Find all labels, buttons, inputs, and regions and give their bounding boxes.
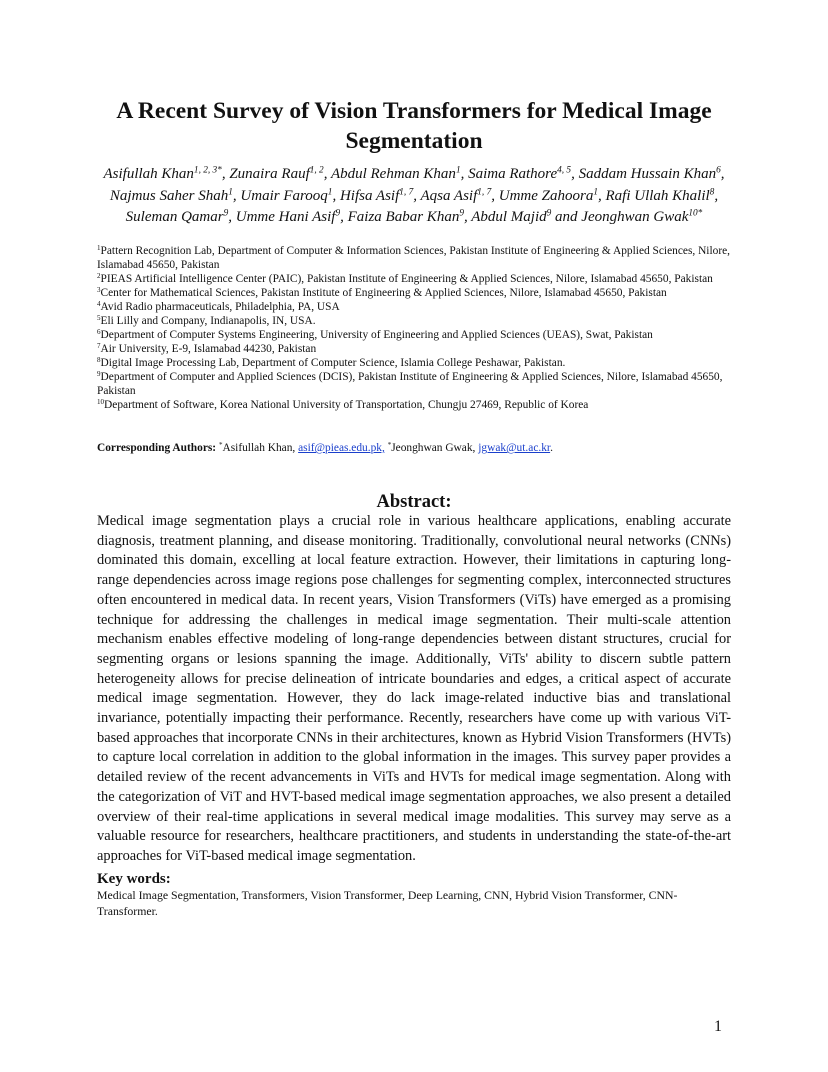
author-separator: , — [597, 187, 606, 204]
author-name: Abdul Majid — [471, 209, 547, 225]
author-separator: , — [413, 187, 421, 204]
affiliation-item — [97, 356, 737, 370]
author-name: Asifullah Khan — [103, 166, 194, 182]
affiliation-list — [97, 244, 737, 412]
author-affiliation-mark: 9 — [459, 208, 464, 219]
author-affiliation-mark: 6 — [716, 165, 721, 176]
author-separator: and — [551, 209, 582, 225]
author-separator: , — [323, 166, 331, 182]
keywords-heading: Key words: — [97, 871, 171, 887]
author-separator: , — [332, 187, 340, 204]
author — [331, 166, 468, 182]
author-separator: , — [491, 187, 499, 204]
affiliation-number: 2 — [97, 271, 101, 280]
keywords-text: Medical Image Segmentation, Transformers, Vision Transformer, Deep Learning, CNN, Hybrid Vision Transformer, CNN-Transformer. — [97, 888, 678, 918]
author — [348, 209, 472, 225]
author — [420, 188, 498, 204]
author-affiliation-mark: 1 — [455, 165, 461, 176]
affiliation-text: Air University, E-9, Islamabad 44230, Pakistan — [100, 343, 317, 355]
affiliation-item — [97, 314, 737, 328]
affiliation-text: Center for Mathematical Sciences, Pakistan Institute of Engineering & Applied Sciences, Nilore, Islamabad 45650, Pakistan — [100, 287, 667, 299]
author-name: Saima Rathore — [468, 166, 558, 182]
affiliation-item — [97, 342, 737, 356]
star-mark: * — [387, 440, 392, 449]
author-affiliation-mark: 1, 7 — [399, 186, 414, 197]
author-name: Umme Zahoora — [498, 187, 594, 204]
affiliation-number: 9 — [97, 369, 101, 378]
author-separator: , — [720, 166, 725, 182]
author-separator: , — [221, 166, 230, 182]
author — [579, 166, 725, 182]
author-separator: , — [232, 187, 241, 204]
affiliation-number: 4 — [97, 299, 101, 308]
affiliation-number: 10 — [97, 397, 105, 406]
affiliation-item — [97, 328, 737, 342]
corresponding-end: . — [550, 442, 553, 454]
author-separator: , — [228, 209, 236, 225]
author-name: Suleman Qamar — [125, 209, 224, 225]
author-name: Umme Hani Asif — [235, 209, 336, 225]
author-affiliation-mark: 10* — [688, 208, 703, 219]
author-affiliation-mark: 1 — [228, 186, 233, 197]
affiliation-text: Digital Image Processing Lab, Department of Computer Science, Islamia College Peshawar, Pakistan. — [100, 357, 566, 369]
affiliation-item — [97, 286, 737, 300]
author-separator: , — [714, 187, 719, 204]
author — [499, 188, 606, 204]
author-affiliation-mark: 1 — [593, 186, 598, 197]
affiliation-text: Department of Computer Systems Engineering, University of Engineering and Applied Sciences (UEAS), Swat, Pakistan — [100, 329, 653, 341]
paper-title: A Recent Survey of Vision Transformers for Medical Image Segmentation — [116, 98, 712, 154]
author — [581, 209, 702, 225]
author-affiliation-mark: 1, 2, 3* — [193, 165, 222, 176]
author-separator: , — [340, 209, 348, 225]
author-name: Umair Farooq — [240, 187, 328, 204]
affiliation-item — [97, 398, 737, 412]
author — [605, 188, 718, 204]
author-affiliation-mark: 4, 5 — [557, 165, 572, 176]
affiliation-text: Department of Computer and Applied Sciences (DCIS), Pakistan Institute of Engineering & Applied Sciences, Nilore, Islamabad 45650, Pakistan — [97, 371, 723, 397]
affiliation-number: 3 — [97, 285, 101, 294]
author-name: Faiza Babar Khan — [347, 209, 460, 225]
author-affiliation-mark: 9 — [546, 208, 552, 219]
affiliation-item — [97, 244, 737, 272]
author-affiliation-mark: 1 — [327, 186, 333, 197]
author — [236, 209, 348, 225]
affiliation-text: PIEAS Artificial Intelligence Center (PAIC), Pakistan Institute of Engineering & Applied Sciences, Nilore, Islamabad 45650, Pakistan — [100, 273, 713, 285]
affiliation-item — [97, 370, 737, 398]
email-link-2[interactable]: jgwak@ut.ac.kr — [478, 442, 551, 454]
author — [240, 188, 340, 204]
corresponding-author-1: Asifullah Khan, — [222, 442, 299, 454]
affiliation-number: 6 — [97, 327, 101, 336]
affiliation-text: Department of Software, Korea National University of Transportation, Chungju 27469, Republic of Korea — [104, 399, 589, 411]
author-name: Saddam Hussain Khan — [578, 166, 717, 182]
affiliation-number: 7 — [97, 341, 101, 350]
author — [471, 209, 581, 225]
author — [340, 188, 421, 204]
star-mark: * — [218, 440, 223, 449]
author-separator: , — [571, 166, 579, 182]
affiliation-text: Pattern Recognition Lab, Department of Computer & Information Sciences, Pakistan Institute of Engineering & Applied Sciences, Nilore, Islamabad 45650, Pakistan — [97, 245, 731, 271]
author-separator: , — [460, 166, 469, 182]
abstract-text: Medical image segmentation plays a crucial role in various healthcare applications, enabling accurate diagnosis, treatment planning, and disease monitoring. Traditionally, convolutional neural networks (CNNs) dominated this domain, excelling at local feature extraction. However, their limitations in capturing long-range dependencies across image regions pose challenges for segmenting complex, interconnected structures often encountered in medical data. In recent years, Vision Transformers (ViTs) have emerged as a promising technique for addressing the challenges in medical image segmentation. Their multi-scale attention mechanism enables effective modeling of long-range dependencies between distant structures, crucial for segmenting organs or lesions spanning the image. Additionally, ViTs' ability to discern subtle pattern heterogeneity allows for precise delineation of intricate boundaries and edges, a critical aspect of accurate medical image segmentation. However, they do lack image-related inductive bias and translational invariance, potentially impacting their performance. Recently, researchers have come up with various ViT-based approaches that incorporate CNNs in their architectures, known as Hybrid Vision Transformers (HVTs) to capture local correlation in addition to the global information in the images. This survey paper provides a detailed review of the recent advancements in ViTs and HVTs for medical image segmentation. Along with the categorization of ViT and HVT-based medical image segmentation approaches, we also present a detailed overview of their real-time applications in several medical image modalities. This survey may serve as a valuable resource for researchers, healthcare practitioners, and students in understanding the state-of-the-art approaches for ViT-based medical image segmentation. — [97, 513, 731, 864]
author-name: Rafi Ullah Khalil — [605, 187, 710, 204]
abstract-heading: Abstract: — [376, 492, 452, 512]
author-separator: , — [463, 209, 472, 225]
author-name: Najmus Saher Shah — [109, 187, 229, 204]
author — [126, 209, 236, 225]
affiliation-item — [97, 300, 737, 314]
corresponding-label: Corresponding Authors: — [97, 442, 217, 454]
author-list — [96, 164, 732, 229]
corresponding-author-2: Jeonghwan Gwak, — [391, 442, 479, 454]
page-number: 1 — [714, 1018, 722, 1035]
author-name: Hifsa Asif — [339, 187, 400, 204]
author-affiliation-mark: 8 — [709, 186, 715, 197]
author-name: Jeonghwan Gwak — [581, 209, 689, 225]
author-affiliation-mark: 1, 7 — [477, 186, 492, 197]
affiliation-number: 1 — [97, 243, 101, 252]
author-name: Aqsa Asif — [420, 187, 478, 204]
affiliation-item — [97, 272, 737, 286]
author — [103, 166, 229, 182]
author — [468, 166, 578, 182]
email-link-1[interactable]: asif@pieas.edu.pk, — [298, 442, 385, 454]
author-affiliation-mark: 1, 2 — [309, 165, 324, 176]
author — [229, 166, 331, 182]
corresponding-authors — [97, 441, 737, 455]
affiliation-text: Avid Radio pharmaceuticals, Philadelphia, PA, USA — [100, 301, 340, 313]
author-affiliation-mark: 9 — [335, 208, 341, 219]
author-name: Zunaira Rauf — [229, 166, 310, 182]
author — [110, 188, 241, 204]
affiliation-number: 8 — [97, 355, 101, 364]
author-name: Abdul Rehman Khan — [330, 166, 456, 182]
affiliation-number: 5 — [97, 313, 101, 322]
author-affiliation-mark: 9 — [223, 208, 229, 219]
affiliation-text: Eli Lilly and Company, Indianapolis, IN, USA. — [100, 315, 316, 327]
